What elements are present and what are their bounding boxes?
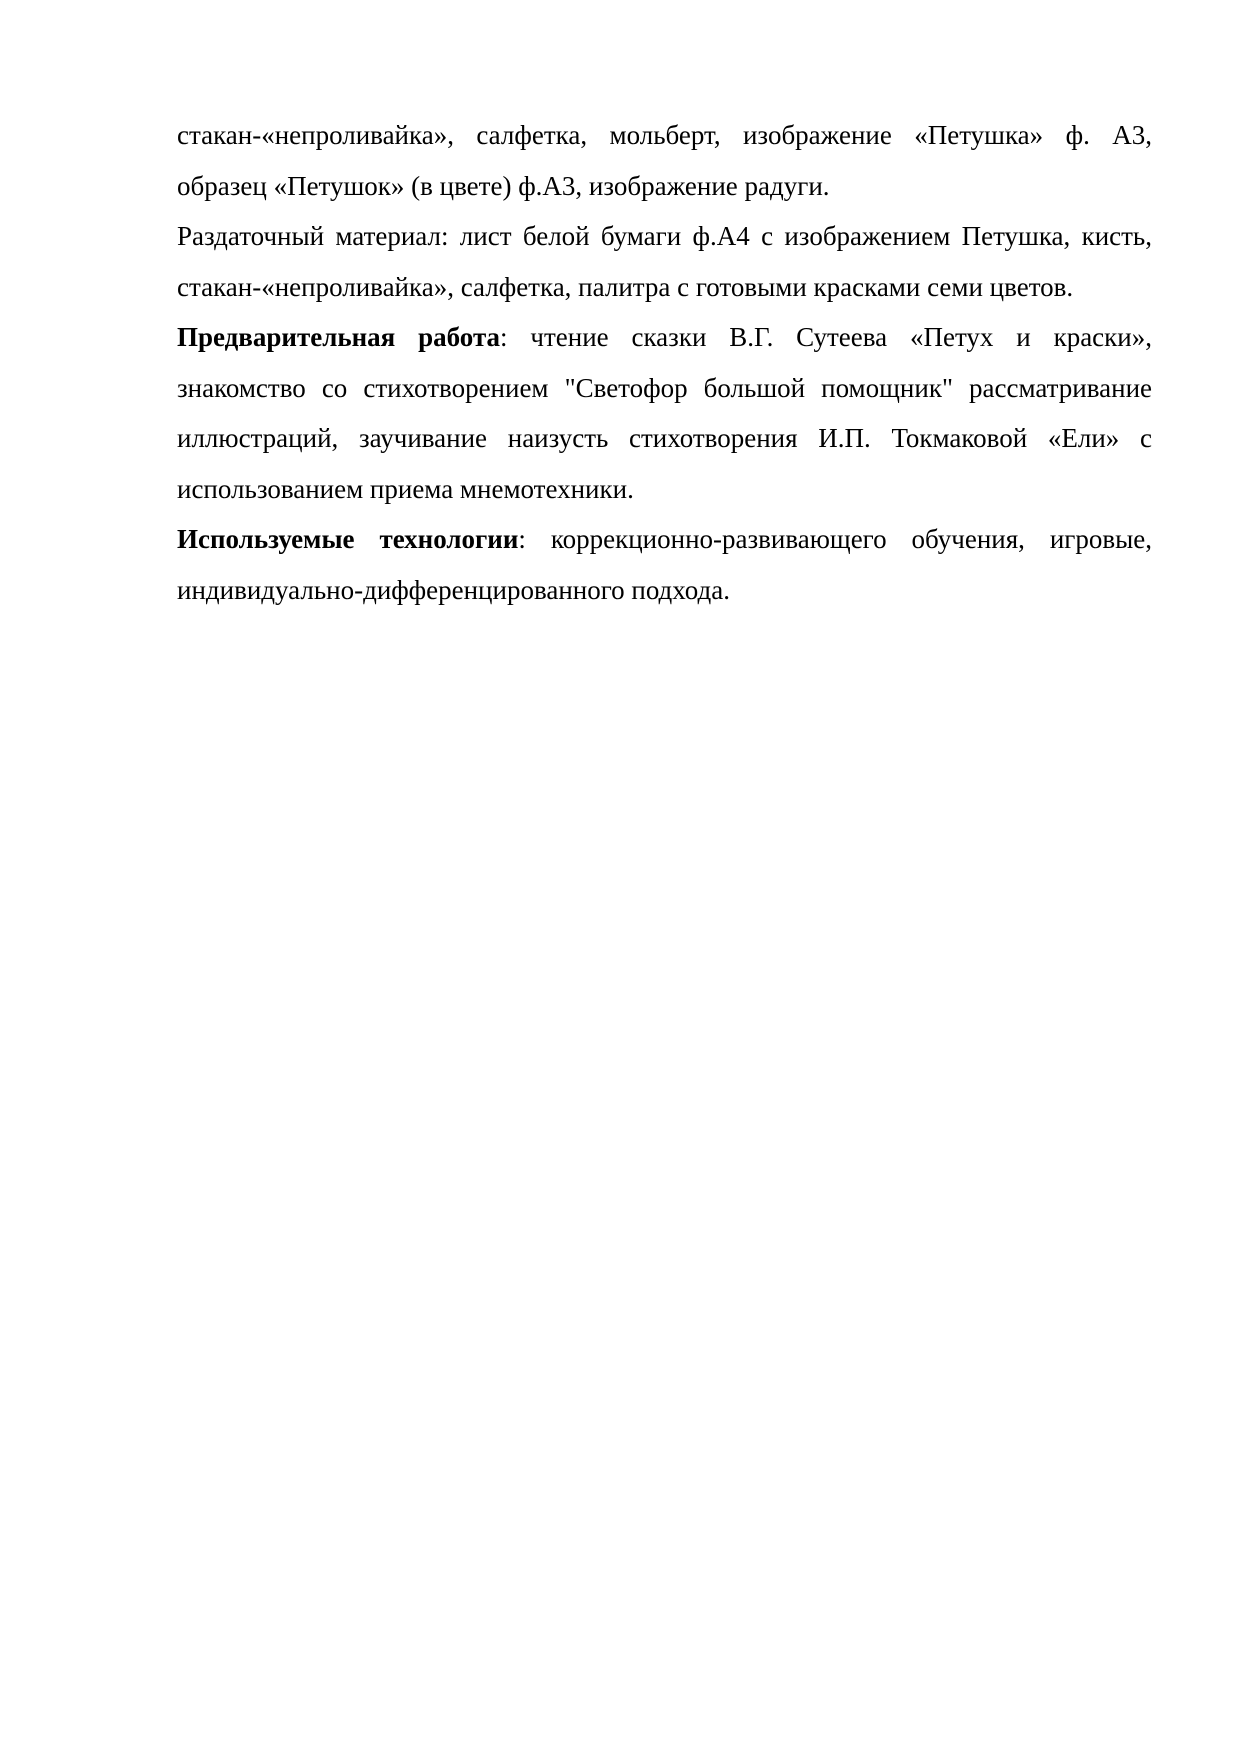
paragraph-heading: Предварительная работа xyxy=(177,322,501,352)
paragraph-preliminary-work xyxy=(177,312,1152,514)
paragraph-text: стакан-«непроливайка», салфетка, мольберт, изображение «Петушка» ф. А3, образец «Петушок» (в цвете) ф.А3, изображение радуги. xyxy=(177,120,1152,201)
paragraph-handout-materials xyxy=(177,211,1152,312)
paragraph-heading: Используемые технологии xyxy=(177,524,519,554)
paragraph-text: : коррекционно-развивающего обучения, игровые, индивидуально-дифференцированного подхода. xyxy=(177,524,1152,605)
paragraph-text: Раздаточный материал: лист белой бумаги ф.А4 с изображением Петушка, кисть, стакан-«непроливайка», салфетка, палитра с готовыми красками семи цветов. xyxy=(177,221,1152,302)
paragraph-text: : чтение сказки В.Г. Сутеева «Петух и краски», знакомство со стихотворением "Светофор большой помощник" рассматривание иллюстраций, заучивание наизусть стихотворения И.П. Токмаковой «Ели» с использованием приема мнемотехники. xyxy=(177,322,1152,504)
paragraph-technologies xyxy=(177,514,1152,615)
paragraph-materials-continued xyxy=(177,110,1152,211)
document-body xyxy=(177,110,1152,615)
